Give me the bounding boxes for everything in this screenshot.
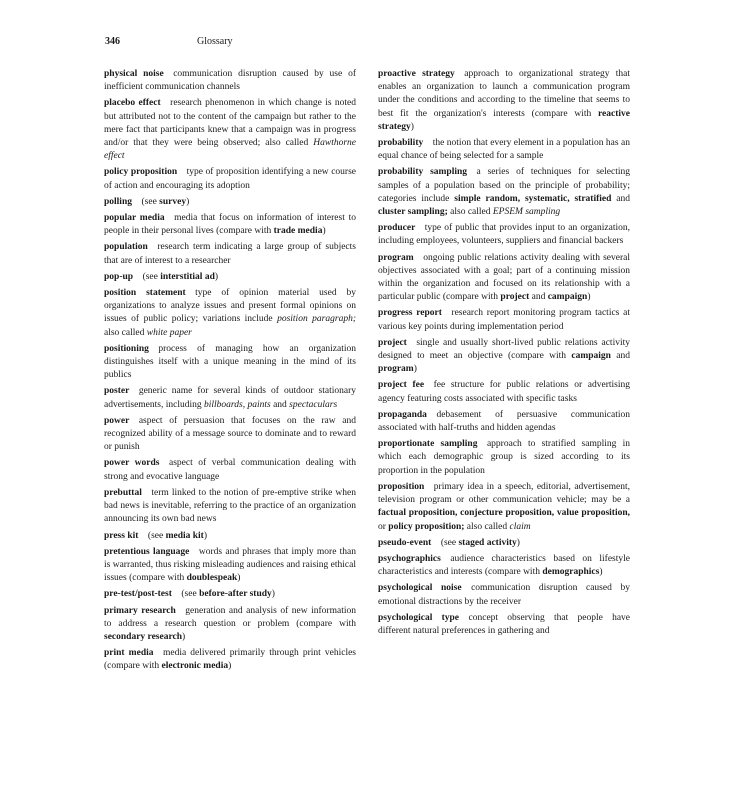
definition-text: a series of techniques for selecting samples of a population based on the principle of probability; categories include	[378, 167, 630, 204]
definition-text: )	[410, 121, 414, 132]
glossary-term: position statement	[104, 288, 186, 299]
italic-term: claim	[509, 521, 531, 532]
glossary-term: progress report	[378, 308, 442, 319]
definition-text: also called	[464, 521, 510, 532]
glossary-entry	[378, 481, 630, 534]
glossary-entry	[378, 537, 630, 550]
definition-text: and	[611, 193, 631, 204]
glossary-term: placebo effect	[104, 98, 161, 109]
italic-term: EPSEM sampling	[492, 207, 561, 218]
definition-text: approach to stratified sampling in which each demographic group is sized according to its proportion in the population	[378, 439, 630, 476]
definition-text: fee structure for public relations or advertising agency featuring costs associated with specific tasks	[378, 380, 630, 404]
glossary-term: population	[104, 242, 148, 253]
definition-text: )	[186, 196, 190, 207]
italic-term: billboards, paints	[204, 399, 271, 410]
italic-term: Hawthorne effect	[104, 138, 356, 162]
glossary-entry	[104, 241, 356, 267]
cross-reference: media kit	[165, 530, 204, 541]
italic-term: spectaculars	[289, 399, 338, 410]
glossary-entry	[378, 337, 630, 377]
glossary-term: press kit	[104, 530, 139, 541]
definition-text: )	[413, 364, 417, 375]
definition-text: single and usually short-lived public relations activity designed to meet an objective (compare with	[378, 337, 630, 362]
definition-text: )	[599, 567, 603, 578]
definition-text: )	[228, 661, 232, 672]
glossary-entry	[378, 612, 630, 638]
glossary-entry	[104, 166, 356, 192]
definition-text: also called	[104, 327, 147, 338]
definition-text: )	[237, 573, 241, 584]
glossary-entry	[104, 385, 356, 411]
definition-text: and	[270, 399, 290, 410]
glossary-entry	[378, 252, 630, 305]
glossary-term: prebuttal	[104, 487, 142, 498]
definition-text: approach to organizational strategy that enables an organization to launch a communication program under the conditions and according to the timeline that seems to best fit the organization's interests (compare with	[378, 69, 630, 119]
cross-reference: campaign	[571, 351, 611, 362]
glossary-term: project	[378, 337, 407, 348]
glossary-entry	[378, 68, 630, 134]
glossary-entry	[104, 457, 356, 483]
definition-text: media that focus on information of interest to people in their personal lives (compare with	[104, 213, 356, 237]
definition-text: )	[182, 631, 186, 642]
glossary-entry	[104, 212, 356, 238]
glossary-entry	[104, 546, 356, 586]
glossary-definition	[104, 488, 356, 524]
definition-text: )	[203, 530, 208, 541]
glossary-term: propaganda	[378, 409, 427, 420]
definition-text: debasement of persuasive communication associated with half-truths and hidden agendas	[378, 409, 630, 434]
definition-text: and	[529, 292, 548, 303]
glossary-term: policy proposition	[104, 167, 178, 178]
italic-term: position paragraph;	[277, 314, 356, 325]
glossary-definition	[142, 197, 190, 207]
glossary-term: proposition	[378, 481, 425, 492]
definition-text: and	[610, 351, 630, 362]
definition-text: )	[322, 226, 326, 237]
glossary-term: pop-up	[104, 271, 134, 282]
glossary-definition	[148, 531, 207, 541]
cross-reference: doublespeak	[186, 573, 238, 584]
cross-reference: electronic media	[161, 661, 229, 672]
cross-reference: cluster sampling;	[378, 207, 448, 218]
cross-reference: interstitial ad	[160, 271, 215, 282]
definition-text: also called	[447, 207, 493, 218]
glossary-entry	[378, 379, 630, 405]
definition-text: )	[516, 537, 520, 548]
glossary-entry	[104, 530, 356, 543]
definition-text: media delivered primarily through print vehicles (compare with	[104, 648, 357, 672]
definition-text: research report monitoring program tactics at various key points during implementation period	[378, 308, 630, 332]
glossary-term: popular media	[104, 213, 165, 224]
glossary-term: psychological noise	[378, 583, 462, 594]
glossary-term: proportionate sampling	[378, 439, 478, 450]
definition-text: (see	[142, 271, 161, 282]
definition-text: (see	[440, 537, 459, 548]
definition-text: audience characteristics based on lifestyle characteristics and interests (compare with	[378, 553, 630, 578]
glossary-term: proactive strategy	[378, 69, 455, 79]
cross-reference: simple random, systematic, stratified	[454, 193, 612, 204]
cross-reference: staged activity	[458, 537, 517, 548]
glossary-term: program	[378, 252, 414, 263]
definition-text: generic name for several kinds of outdoor stationary advertisements, including	[104, 386, 356, 410]
definition-text: or	[378, 521, 389, 532]
glossary-entry	[104, 287, 356, 340]
glossary-definition	[181, 589, 275, 599]
glossary-term: pretentious language	[104, 546, 190, 557]
glossary-entry	[104, 415, 356, 455]
glossary-term: polling	[104, 196, 132, 207]
cross-reference: factual proposition, conjecture proposition, value proposition,	[378, 508, 630, 519]
glossary-term: physical noise	[104, 69, 164, 79]
glossary-definition	[378, 253, 630, 303]
definition-text: )	[587, 292, 591, 303]
cross-reference: secondary research	[104, 631, 183, 642]
glossary-term: probability	[378, 138, 424, 149]
cross-reference: survey	[159, 196, 187, 207]
definition-text: concept observing that people have different natural preferences in gathering and	[378, 612, 631, 636]
definition-text: the notion that every element in a population has an equal chance of being selected for a sample	[378, 138, 630, 162]
definition-text: aspect of verbal communication dealing with strong and evocative language	[104, 458, 356, 482]
glossary-definition	[104, 386, 356, 409]
glossary-column-left	[104, 68, 356, 677]
definition-text: )	[214, 271, 219, 282]
definition-text: ongoing public relations activity dealing with several objectives associated with a goal; part of a continuing mission within the organization and focused on its relationship with a particular public (compare with	[378, 252, 630, 303]
definition-text: communication disruption caused by use of inefficient communication channels	[104, 69, 356, 93]
glossary-entry	[378, 166, 630, 219]
cross-reference: demographics	[542, 567, 600, 578]
glossary-entry	[378, 438, 630, 478]
cross-reference: project	[500, 292, 530, 303]
definition-text: primary idea in a speech, editorial, advertisement, television program or other communication vehicle; may be a	[378, 481, 630, 506]
page-header	[105, 36, 630, 50]
definition-text: type of proposition identifying a new course of action and encouraging its adoption	[104, 167, 356, 191]
glossary-term: power	[104, 415, 130, 426]
glossary-entry	[378, 222, 630, 248]
glossary-entry	[378, 137, 630, 163]
definition-text: communication disruption caused by emotional distractions by the receiver	[378, 583, 630, 607]
glossary-term: psychological type	[378, 612, 460, 623]
glossary-term: power words	[104, 458, 160, 469]
definition-text: term linked to the notion of pre-emptive strike when bad news is inevitable, referring to the practice of an organization announcing its own bad news	[104, 487, 356, 525]
glossary-definition	[441, 538, 520, 548]
glossary-entry	[378, 582, 630, 608]
glossary-term: primary research	[104, 605, 176, 616]
glossary-entry	[104, 487, 356, 527]
glossary-entry	[104, 605, 356, 645]
definition-text: (see	[141, 196, 160, 207]
definition-text: words and phrases that imply more than is warranted, thus risking misleading audiences and raising ethical issues (compare with	[104, 546, 357, 584]
definition-text: (see	[147, 530, 166, 541]
glossary-term: positioning	[104, 343, 149, 354]
definition-text: aspect of persuasion that focuses on the raw and recognized ability of a message source to dominate and to reward or punish	[104, 415, 356, 453]
glossary-definition	[378, 223, 630, 246]
glossary-entry	[104, 196, 356, 209]
glossary-entry	[104, 588, 356, 601]
glossary-term: probability sampling	[378, 167, 468, 178]
glossary-definition	[104, 416, 356, 452]
cross-reference: policy proposition;	[388, 521, 465, 532]
glossary-term: poster	[104, 386, 130, 397]
definition-text: research phenomenon in which change is noted but attributed not to the content of the campaign but rather to the mere fact that participants knew that a campaign was in progress and/or that they were being observed; also called	[104, 98, 357, 149]
cross-reference: before-after study	[199, 589, 272, 600]
glossary-term: psychographics	[378, 553, 441, 564]
glossary-column-right	[378, 68, 630, 641]
glossary-term: project fee	[378, 380, 425, 391]
glossary-term: producer	[378, 223, 416, 234]
definition-text: (see	[181, 589, 200, 600]
definition-text: )	[271, 589, 275, 600]
glossary-term: pseudo-event	[378, 537, 432, 548]
glossary-entry	[104, 97, 356, 163]
definition-text: process of managing how an organization distinguishes itself with a unique meaning in the mind of its publics	[104, 343, 356, 381]
cross-reference: program	[378, 364, 414, 375]
definition-text: type of opinion material used by organizations to analyze issues and present formal opinions on issues of public policy; variations include	[104, 288, 356, 325]
glossary-entry	[104, 271, 356, 284]
page-number: 346	[105, 36, 120, 47]
glossary-entry	[104, 68, 356, 94]
glossary-term: pre-test/post-test	[104, 589, 172, 600]
definition-text: type of public that provides input to an organization, including employees, volunteers, suppliers and financial backers	[378, 223, 630, 247]
cross-reference: reactive strategy	[378, 108, 630, 132]
glossary-term: print media	[104, 648, 154, 659]
glossary-definition	[143, 272, 218, 282]
definition-text: research term indicating a large group of subjects that are of interest to a researcher	[104, 242, 356, 266]
glossary-definition	[378, 338, 630, 374]
cross-reference: campaign	[547, 292, 588, 303]
glossary-entry	[378, 553, 630, 579]
glossary-entry	[378, 409, 630, 435]
definition-text: generation and analysis of new information to address a research question or problem (compare with	[104, 605, 356, 629]
cross-reference: trade media	[273, 226, 323, 237]
italic-term: white paper	[146, 327, 192, 338]
glossary-entry	[104, 343, 356, 383]
running-head: Glossary	[197, 36, 233, 47]
glossary-entry	[104, 647, 356, 673]
glossary-entry	[378, 307, 630, 333]
